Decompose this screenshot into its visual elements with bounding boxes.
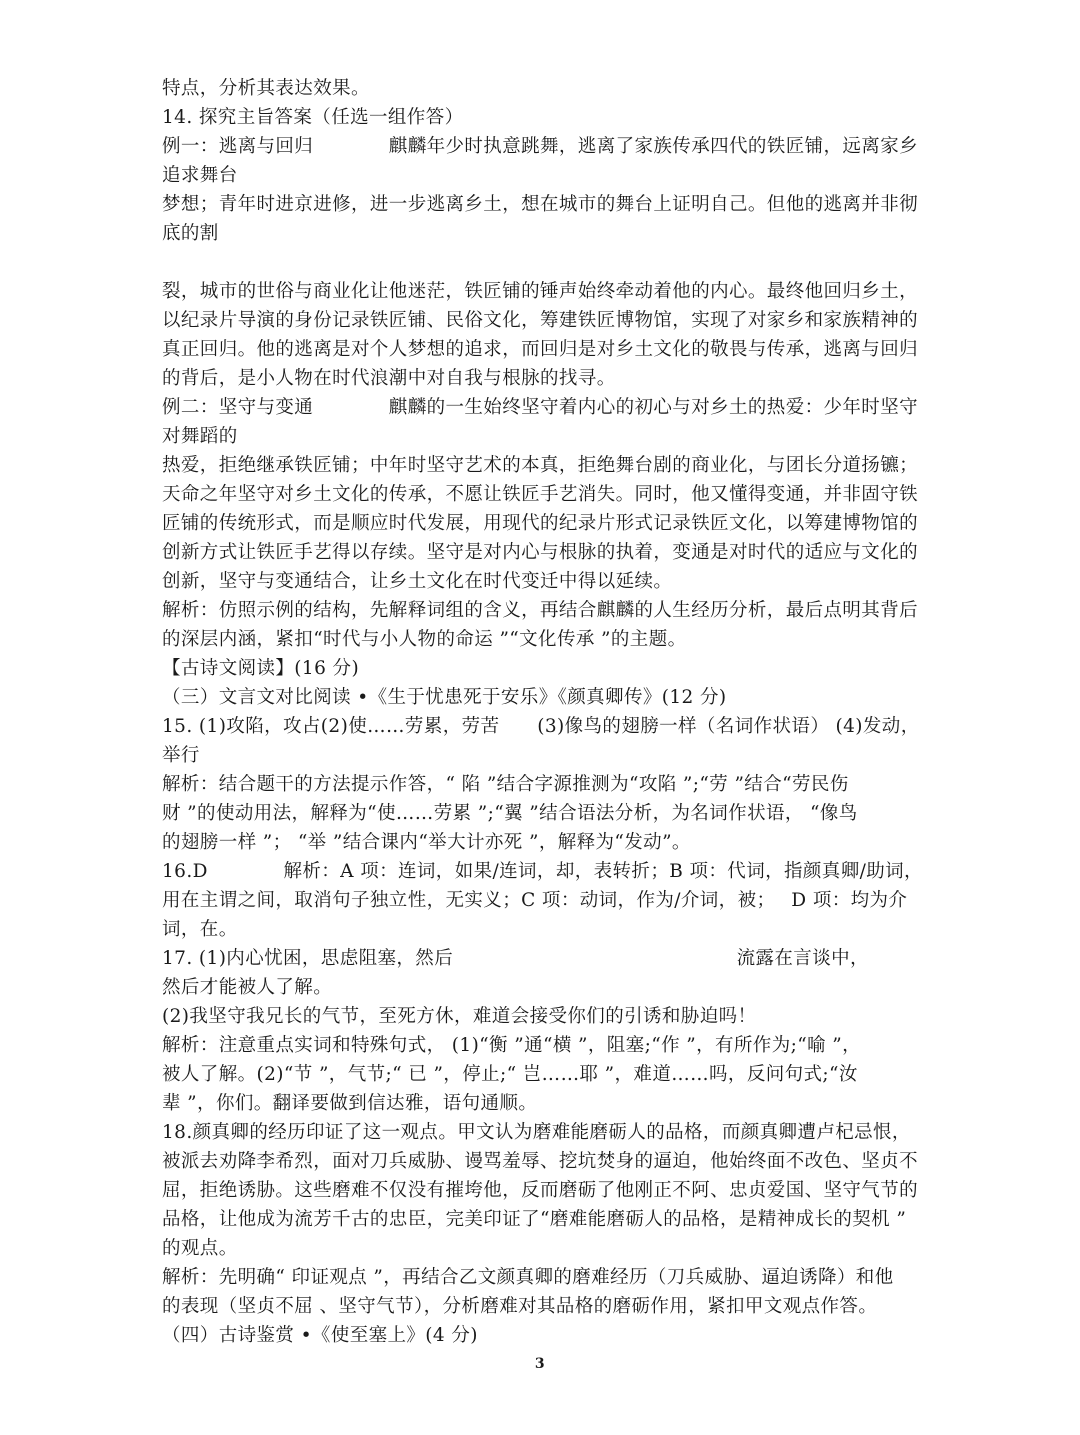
text-line: 天命之年坚守对乡土文化的传承，不愿让铁匠手艺消失。同时，他又懂得变通，并非固守铁 bbox=[162, 484, 919, 505]
text-line: 词，在。 bbox=[162, 919, 238, 940]
text-line: 追求舞台 bbox=[162, 165, 238, 186]
text-line: 解析：结合题干的方法提示作答，“ 陷 ”结合字源推测为“攻陷 ”;“劳 ”结合“劳民伤 bbox=[162, 774, 849, 795]
text-line: 例一：逃离与回归 麒麟年少时执意跳舞，逃离了家族传承四代的铁匠铺，远离家乡 bbox=[162, 136, 919, 157]
text-line: 特点，分析其表达效果。 bbox=[162, 78, 370, 99]
text-line: 对舞蹈的 bbox=[162, 426, 238, 447]
text-line: （四）古诗鉴赏 •《使至塞上》(4 分) bbox=[162, 1325, 478, 1346]
text-line bbox=[162, 248, 930, 277]
text-line: 解析：仿照示例的结构，先解释词组的含义，再结合麒麟的人生经历分析，最后点明其背后 bbox=[162, 600, 919, 621]
text-line: 的观点。 bbox=[162, 1238, 238, 1259]
text-line: 【古诗文阅读】(16 分) bbox=[162, 658, 360, 679]
answer-text-block bbox=[162, 74, 930, 1350]
text-line: 真正回归。他的逃离是对个人梦想的追求，而回归是对乡土文化的敬畏与传承，逃离与回归 bbox=[162, 339, 919, 360]
text-line: （三）文言文对比阅读 •《生于忧患死于安乐》《颜真卿传》(12 分) bbox=[162, 687, 727, 708]
text-line: 解析：注意重点实词和特殊句式， (1)“衡 ”通“横 ”，阻塞;“作 ”，有所作为;“喻 ”， bbox=[162, 1035, 862, 1056]
text-line: 底的割 bbox=[162, 223, 219, 244]
text-line: 18.颜真卿的经历印证了这一观点。甲文认为磨难能磨砺人的品格，而颜真卿遭卢杞忌恨， bbox=[162, 1122, 911, 1143]
text-line: 梦想；青年时进京进修，进一步逃离乡土，想在城市的舞台上证明自己。但他的逃离并非彻 bbox=[162, 194, 919, 215]
text-line: 例二：坚守与变通 麒麟的一生始终坚守着内心的初心与对乡土的热爱：少年时坚守 bbox=[162, 397, 919, 418]
text-line: 以纪录片导演的身份记录铁匠铺、民俗文化，筹建铁匠博物馆，实现了对家乡和家族精神的 bbox=[162, 310, 919, 331]
page-number: 3 bbox=[534, 1356, 546, 1372]
text-line: 14. 探究主旨答案（任选一组作答） bbox=[162, 107, 464, 128]
text-line: 屈，拒绝诱胁。这些磨难不仅没有摧垮他，反而磨砺了他刚正不阿、忠贞爱国、坚守气节的 bbox=[162, 1180, 919, 1201]
text-line: 匠铺的传统形式，而是顺应时代发展，用现代的纪录片形式记录铁匠文化，以筹建博物馆的 bbox=[162, 513, 919, 534]
text-line: 解析：先明确“ 印证观点 ”，再结合乙文颜真卿的磨难经历（刀兵威胁、逼迫诱降）和他 bbox=[162, 1267, 894, 1288]
text-line: 举行 bbox=[162, 745, 200, 766]
text-line: 热爱，拒绝继承铁匠铺；中年时坚守艺术的本真，拒绝舞台剧的商业化，与团长分道扬镳； bbox=[162, 455, 919, 476]
text-line: 的翅膀一样 ”； “举 ”结合课内“举大计亦死 ”，解释为“发动”。 bbox=[162, 832, 691, 853]
text-line: 裂，城市的世俗与商业化让他迷茫，铁匠铺的锤声始终牵动着他的内心。最终他回归乡土， bbox=[162, 281, 919, 302]
text-line: 被人了解。(2)“节 ”，气节;“ 已 ”，停止;“ 岂……耶 ”，难道……吗，反问句式;“汝 bbox=[162, 1064, 858, 1085]
text-line: 16.D 解析：A 项：连词，如果/连词，却，表转折；B 项：代词，指颜真卿/助词， bbox=[162, 861, 923, 882]
text-line: 15. (1)攻陷，攻占(2)使……劳累，劳苦 (3)像鸟的翅膀一样（名词作状语） (4)发动， bbox=[162, 716, 920, 737]
text-line: 的背后，是小人物在时代浪潮中对自我与根脉的找寻。 bbox=[162, 368, 616, 389]
text-line: 被派去劝降李希烈，面对刀兵威胁、谩骂羞辱、挖坑焚身的逼迫，他始终面不改色、坚贞不 bbox=[162, 1151, 919, 1172]
text-line: 辈 ”，你们。翻译要做到信达雅，语句通顺。 bbox=[162, 1093, 538, 1114]
text-line: 品格，让他成为流芳千古的忠臣，完美印证了“磨难能磨砺人的品格，是精神成长的契机 ” bbox=[162, 1209, 907, 1230]
text-line: 创新方式让铁匠手艺得以存续。坚守是对内心与根脉的执着，变通是对时代的适应与文化的 bbox=[162, 542, 919, 563]
text-line: 17. (1)内心忧困，思虑阻塞，然后 流露在言谈中， bbox=[162, 948, 869, 969]
text-line: 用在主谓之间，取消句子独立性，无实义；C 项：动词，作为/介词，被； D 项：均为介 bbox=[162, 890, 908, 911]
text-line: 的表现（坚贞不屈 、坚守气节），分析磨难对其品格的磨砺作用，紧扣甲文观点作答。 bbox=[162, 1296, 878, 1317]
text-line: 创新，坚守与变通结合，让乡土文化在时代变迁中得以延续。 bbox=[162, 571, 673, 592]
text-line: 然后才能被人了解。 bbox=[162, 977, 333, 998]
text-line: 财 ”的使动用法，解释为“使……劳累 ”;“翼 ”结合语法分析，为名词作状语， “像鸟 bbox=[162, 803, 858, 824]
text-line: 的深层内涵，紧扣“时代与小人物的命运 ”“文化传承 ”的主题。 bbox=[162, 629, 687, 650]
text-line: (2)我坚守我兄长的气节，至死方休，难道会接受你们的引诱和胁迫吗！ bbox=[162, 1006, 757, 1027]
